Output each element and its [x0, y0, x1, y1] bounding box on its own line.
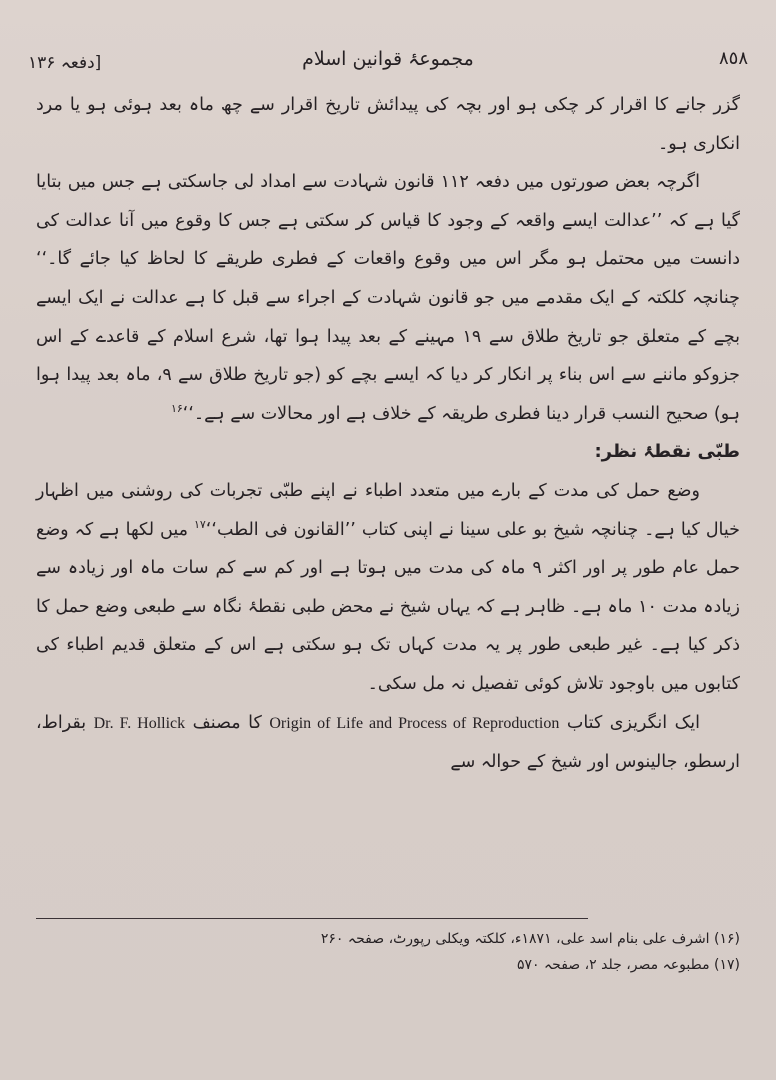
paragraph-medical [36, 472, 740, 704]
footnotes [110, 926, 740, 978]
paragraph-medical-text-before: وضع حمل کی مدت کے بارے میں متعدد اطباء نے اپنے طبّی تجربات کی روشنی میں اظہار خیال کیا ہے۔ چنانچہ شیخ بو علی سینا نے اپنی کتاب ’’القانون فی الطب‘‘ [36, 480, 740, 540]
english-book-suffix: بقراط، ارسطو، جالینوس اور شیخ کے حوالہ سے [36, 712, 740, 773]
english-book-title: Origin of Life and Process of Reproduction [269, 714, 560, 732]
book-title: مجموعۂ قوانین اسلام [302, 48, 474, 70]
paragraph-medical-text-after: میں لکھا ہے کہ وضع حمل عام طور پر اور اکثر ۹ ماہ کی مدت میں ہوتا ہے اور کم سے کم سات ماہ اور زیادہ سے زیادہ مدت ۱۰ ماہ ہے۔ ظاہر ہے کہ یہاں شیخ نے محض طبی نقطۂ نگاہ سے طبعی وضع حمل کا ذکر کیا ہے۔ غیر طبعی طور پر یہ مدت کہاں تک ہو سکتی ہے اس کے متعلق قدیم اطباء کی کتابوں میں باوجود تلاش کوئی تفصیل نہ مل سکی۔ [36, 519, 741, 694]
page-body [36, 86, 740, 782]
subheading-medical-view: طبّی نقطۂ نظر: [594, 441, 740, 463]
footnote-16: (۱۶) اشرف علی بنام اسد علی، ۱۸۷۱ء، کلکتہ ویکلی رپورٹ، صفحہ ۲۶۰ [320, 931, 740, 947]
footnote-ref-17: ۱۷ [193, 517, 206, 531]
paragraph-english-book [36, 704, 740, 782]
paragraph-continuation: گزر جانے کا اقرار کر چکی ہو اور بچہ کی پیدائش تاریخ اقرار سے چھ ماہ بعد ہوئی ہو یا مرد انکاری ہو۔ [36, 95, 740, 154]
footnote-ref-16: ۱۶ [170, 401, 183, 415]
page-number: ٨٥٨ [718, 48, 748, 69]
paragraph-evidence-act [36, 163, 740, 433]
footnote-divider [36, 918, 588, 919]
section-reference: [دفعہ ۱۳۶ [28, 53, 102, 73]
page-header [28, 48, 748, 82]
paragraph-evidence-act-text: اگرچہ بعض صورتوں میں دفعہ ۱۱۲ قانون شہادت سے امداد لی جاسکتی ہے جس میں بتایا گیا ہے کہ ’’عدالت ایسے واقعہ کے وجود کا قیاس کر سکتی ہے جس کا وقوع میں آنا عدالت کی دانست میں محتمل ہو مگر اس میں وقوع واقعات کے فطری طریقے کا لحاظ کیا جائے گا۔‘‘ چنانچہ کلکتہ کے ایک مقدمے میں جو قانون شہادت کے اجراء سے قبل کا ہے عدالت نے ایک ایسے بچے کے متعلق جو تاریخ طلاق سے ۱۹ مہینے کے بعد پیدا ہوا تھا، شرع اسلام کے قاعدے کے اس جزوکو ماننے سے اس بناء پر انکار کر دیا کہ ایسے بچے کو (جو تاریخ طلاق سے ۹، ماہ بعد پیدا ہوا ہو) صحیح النسب قرار دینا فطری طریقہ کے خلاف ہے اور محالات سے ہے۔‘‘ [36, 172, 740, 424]
footnote-17: (۱۷) مطبوعہ مصر، جلد ۲، صفحہ ۵۷۰ [516, 957, 740, 973]
english-book-author: Dr. F. Hollick [93, 714, 186, 732]
english-book-prefix: ایک انگریزی کتاب [559, 712, 701, 733]
english-book-middle: کا مصنف [185, 712, 270, 733]
